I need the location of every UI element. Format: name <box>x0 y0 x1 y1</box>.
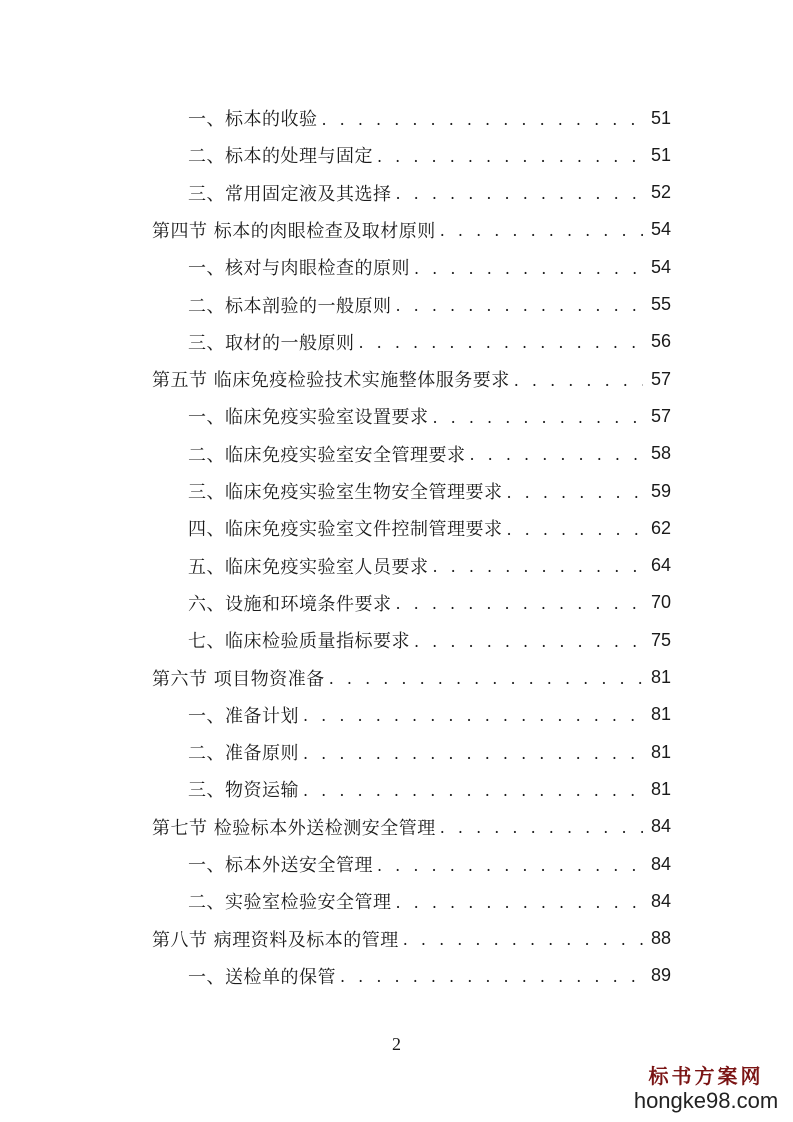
toc-entry-title: 二、实验室检验安全管理 <box>188 892 392 914</box>
toc-dot-leader <box>433 557 644 576</box>
toc-dot-leader <box>514 371 643 390</box>
toc-entry-title: 二、标本剖验的一般原则 <box>188 295 392 317</box>
toc-dot-leader <box>507 520 644 539</box>
toc-entry-title: 六、设施和环境条件要求 <box>188 593 392 615</box>
toc-entry-title: 二、标本的处理与固定 <box>188 146 373 168</box>
toc-entry-title: 三、取材的一般原则 <box>188 332 355 354</box>
toc-entry-page-number: 57 <box>650 368 671 389</box>
toc-dot-leader <box>414 259 643 278</box>
toc-section-entry <box>152 921 671 957</box>
toc-entry-title: 第六节 项目物资准备 <box>152 668 325 690</box>
toc-dot-leader <box>322 110 644 129</box>
toc-subsection-entry <box>188 846 671 882</box>
toc-subsection-entry <box>188 883 671 919</box>
toc-entry-page-number: 58 <box>650 443 671 464</box>
toc-subsection-entry <box>188 510 671 546</box>
toc-subsection-entry <box>188 585 671 621</box>
toc-entry-page-number: 84 <box>650 853 671 874</box>
toc-subsection-entry <box>188 398 671 434</box>
toc-dot-leader <box>340 967 643 986</box>
toc-dot-leader <box>396 296 644 315</box>
toc-entry-title: 二、准备原则 <box>188 743 299 765</box>
toc-entry-page-number: 54 <box>650 256 671 277</box>
toc-subsection-entry <box>188 324 671 360</box>
toc-section-entry <box>152 660 671 696</box>
toc-subsection-entry <box>188 473 671 509</box>
toc-entry-page-number: 54 <box>650 219 671 240</box>
toc-entry-title: 三、物资运输 <box>188 780 299 802</box>
toc-subsection-entry <box>188 958 671 994</box>
toc-entry-page-number: 55 <box>650 294 671 314</box>
toc-entry-title: 一、送检单的保管 <box>188 966 336 988</box>
toc-subsection-entry <box>188 622 671 658</box>
toc-entry-title: 二、临床免疫实验室安全管理要求 <box>188 444 466 466</box>
toc-entry-page-number: 81 <box>650 741 671 762</box>
toc-entry-title: 一、标本的收验 <box>188 109 318 130</box>
toc-subsection-entry <box>188 436 671 472</box>
toc-section-entry <box>152 809 671 845</box>
toc-dot-leader <box>470 445 644 464</box>
toc-entry-title: 四、临床免疫实验室文件控制管理要求 <box>188 519 503 541</box>
toc-dot-leader <box>507 483 644 502</box>
toc-dot-leader <box>359 333 644 352</box>
toc-dot-leader <box>377 856 643 875</box>
toc-section-entry <box>152 361 671 397</box>
toc-entry-title: 第五节 临床免疫检验技术实施整体服务要求 <box>152 370 510 392</box>
toc-entry-title: 一、核对与肉眼检查的原则 <box>188 258 410 280</box>
toc-dot-leader <box>396 893 644 912</box>
watermark-logo <box>631 1064 781 1114</box>
toc-dot-leader <box>414 632 643 651</box>
toc-entry-page-number: 59 <box>650 480 671 501</box>
toc-subsection-entry <box>188 287 671 323</box>
toc-entry-page-number: 52 <box>650 182 671 203</box>
toc-entry-page-number: 70 <box>650 592 671 613</box>
toc-section-entry <box>152 212 671 248</box>
toc-entry-page-number: 75 <box>650 629 671 650</box>
toc-subsection-entry <box>188 771 671 807</box>
watermark-chinese-text: 标书方案网 <box>648 1064 764 1088</box>
toc-dot-leader <box>396 184 644 203</box>
toc-entry-page-number: 64 <box>650 555 671 576</box>
toc-dot-leader <box>433 408 644 427</box>
toc-entry-title: 一、准备计划 <box>188 705 299 727</box>
toc-entry-page-number: 88 <box>650 928 671 949</box>
toc-subsection-entry <box>188 175 671 211</box>
toc-subsection-entry <box>188 137 671 173</box>
toc-subsection-entry <box>188 734 671 770</box>
toc-entry-page-number: 81 <box>650 667 671 687</box>
toc-entry-page-number: 56 <box>650 331 671 352</box>
toc-dot-leader <box>329 669 643 688</box>
toc-entry-page-number: 57 <box>650 405 671 426</box>
toc-entry-page-number: 51 <box>650 144 671 165</box>
toc-entry-page-number: 62 <box>650 517 671 538</box>
toc-entry-page-number: 51 <box>650 107 671 128</box>
toc-entry-title: 一、临床免疫实验室设置要求 <box>188 407 429 429</box>
toc-entry-title: 三、临床免疫实验室生物安全管理要求 <box>188 482 503 503</box>
toc-subsection-entry <box>188 249 671 285</box>
toc-subsection-entry <box>188 548 671 584</box>
page-number: 2 <box>392 1034 401 1054</box>
toc-dot-leader <box>303 744 643 763</box>
toc-entry-title: 第八节 病理资料及标本的管理 <box>152 929 399 951</box>
toc-entry-page-number: 81 <box>650 704 671 725</box>
toc-dot-leader <box>403 930 643 949</box>
toc-entry-title: 五、临床免疫实验室人员要求 <box>188 556 429 578</box>
toc-dot-leader <box>303 781 643 800</box>
toc-entry-page-number: 84 <box>650 816 671 837</box>
toc-subsection-entry <box>188 100 671 136</box>
toc-entry-page-number: 81 <box>650 778 671 799</box>
toc-entry-title: 三、常用固定液及其选择 <box>188 183 392 205</box>
toc-entry-title: 一、标本外送安全管理 <box>188 855 373 876</box>
toc-entry-title: 第七节 检验标本外送检测安全管理 <box>152 817 436 839</box>
toc-dot-leader <box>377 147 643 166</box>
toc-subsection-entry <box>188 697 671 733</box>
watermark-url-text: hongke98.com <box>633 1088 779 1113</box>
toc-dot-leader <box>440 221 643 240</box>
toc-entry-page-number: 89 <box>650 965 671 986</box>
toc-entry-title: 第四节 标本的肉眼检查及取材原则 <box>152 220 436 242</box>
toc-entry-title: 七、临床检验质量指标要求 <box>188 631 410 653</box>
toc-entry-page-number: 84 <box>650 890 671 911</box>
toc-dot-leader <box>440 818 643 837</box>
toc-dot-leader <box>303 706 643 725</box>
toc-dot-leader <box>396 594 644 613</box>
